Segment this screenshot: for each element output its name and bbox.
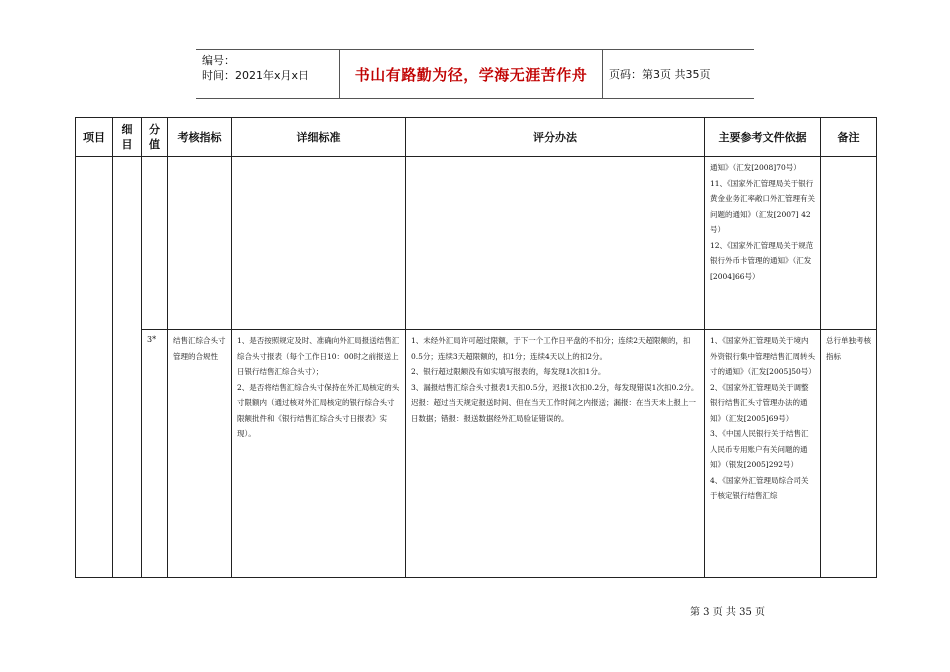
column-header: 主要参考文件依据: [705, 118, 821, 157]
remark-cell: [821, 157, 877, 330]
header-divider: [602, 50, 603, 98]
scoring-cell: [406, 157, 705, 330]
reference-item: 11、《国家外汇管理局关于银行黄金业务汇率敞口外汇管理有关问题的通知》（汇发[2007] 42号）: [710, 178, 815, 234]
indicator-text: 结售汇综合头寸管理的合规性: [173, 336, 226, 361]
criteria-item: 1、是否按照规定及时、准确向外汇局报送结售汇综合头寸报表（每个工作日10：00时之前报送上日银行结售汇综合头寸）；: [237, 336, 400, 376]
header-meta: [202, 53, 338, 83]
reference-item: 3、《中国人民银行关于结售汇人民币专用账户有关问题的通知》（银发[2005]292号）: [710, 429, 809, 469]
column-header: 分值: [142, 118, 168, 157]
score-value: 3*: [147, 335, 157, 344]
reference-item: 通知》（汇发[2008]70号）: [710, 163, 801, 172]
references-cell: [705, 157, 821, 330]
table-row: [76, 157, 877, 330]
reference-item: 1、《国家外汇管理局关于境内外资银行集中管理结售汇周转头寸的通知》（汇发[2005]50号）: [710, 336, 816, 376]
column-header: 考核指标: [168, 118, 232, 157]
indicator-cell: [168, 330, 232, 578]
reference-item: 2、《国家外汇管理局关于调整银行结售汇头寸管理办法的通知》（汇发[2005]69号）: [710, 382, 809, 423]
page-header: [196, 49, 754, 99]
scoring-item: 1、未经外汇局许可超过限额，于下一个工作日平盘的不扣分；连续2天超限额的，扣0.5分；连续3天超限额的，扣1分；连续4天以上的扣2分。: [411, 336, 691, 361]
remark-text: 总行单独考核指标: [826, 336, 871, 361]
document-number-label: 编号：: [202, 54, 235, 67]
page-footer: 第 3 页 共 35 页: [690, 607, 765, 618]
subitem-cell: [113, 157, 142, 578]
table-header-row: [76, 118, 877, 157]
column-header: 评分办法: [406, 118, 705, 157]
assessment-table: [75, 117, 877, 578]
project-cell: [76, 157, 113, 578]
column-header: 细目: [113, 118, 142, 157]
reference-item: 12、《国家外汇管理局关于规范银行外币卡管理的通知》（汇发[2004]66号）: [710, 240, 814, 281]
indicator-cell: [168, 157, 232, 330]
scoring-item: 迟报：超过当天规定报送时间、但在当天工作时间之内报送；漏报：在当天未上报上一日数据；错报：报送数据经外汇局验证错误的。: [411, 398, 696, 423]
column-header: 项目: [76, 118, 113, 157]
score-cell: [142, 157, 168, 330]
table-row: [76, 330, 877, 578]
reference-item: 4、《国家外汇管理局综合司关于核定银行结售汇综: [710, 475, 809, 500]
scoring-item: 3、漏报结售汇综合头寸报表1天扣0.5分，迟报1次扣0.2分，每发现错误1次扣0.2分。: [411, 382, 699, 392]
scoring-item: 2、银行超过限额没有如实填写报表的，每发现1次扣1分。: [411, 367, 606, 376]
criteria-cell: [232, 330, 406, 578]
remark-cell: [821, 330, 877, 578]
column-header: 详细标准: [232, 118, 406, 157]
header-motto: 书山有路勤为径，学海无涯苦作舟: [354, 65, 588, 84]
criteria-item: 2、是否将结售汇综合头寸保持在外汇局核定的头寸限额内（通过核对外汇局核定的银行综合头寸限额批件和《银行结售汇综合头寸日报表》实现）。: [237, 382, 400, 438]
score-cell: [142, 330, 168, 578]
header-page-number: 页码：第3页 共35页: [609, 68, 711, 81]
scoring-cell: [406, 330, 705, 578]
criteria-cell: [232, 157, 406, 330]
column-header: 备注: [821, 118, 877, 157]
references-cell: [705, 330, 821, 578]
document-time: 时间：2021年x月x日: [202, 69, 310, 82]
